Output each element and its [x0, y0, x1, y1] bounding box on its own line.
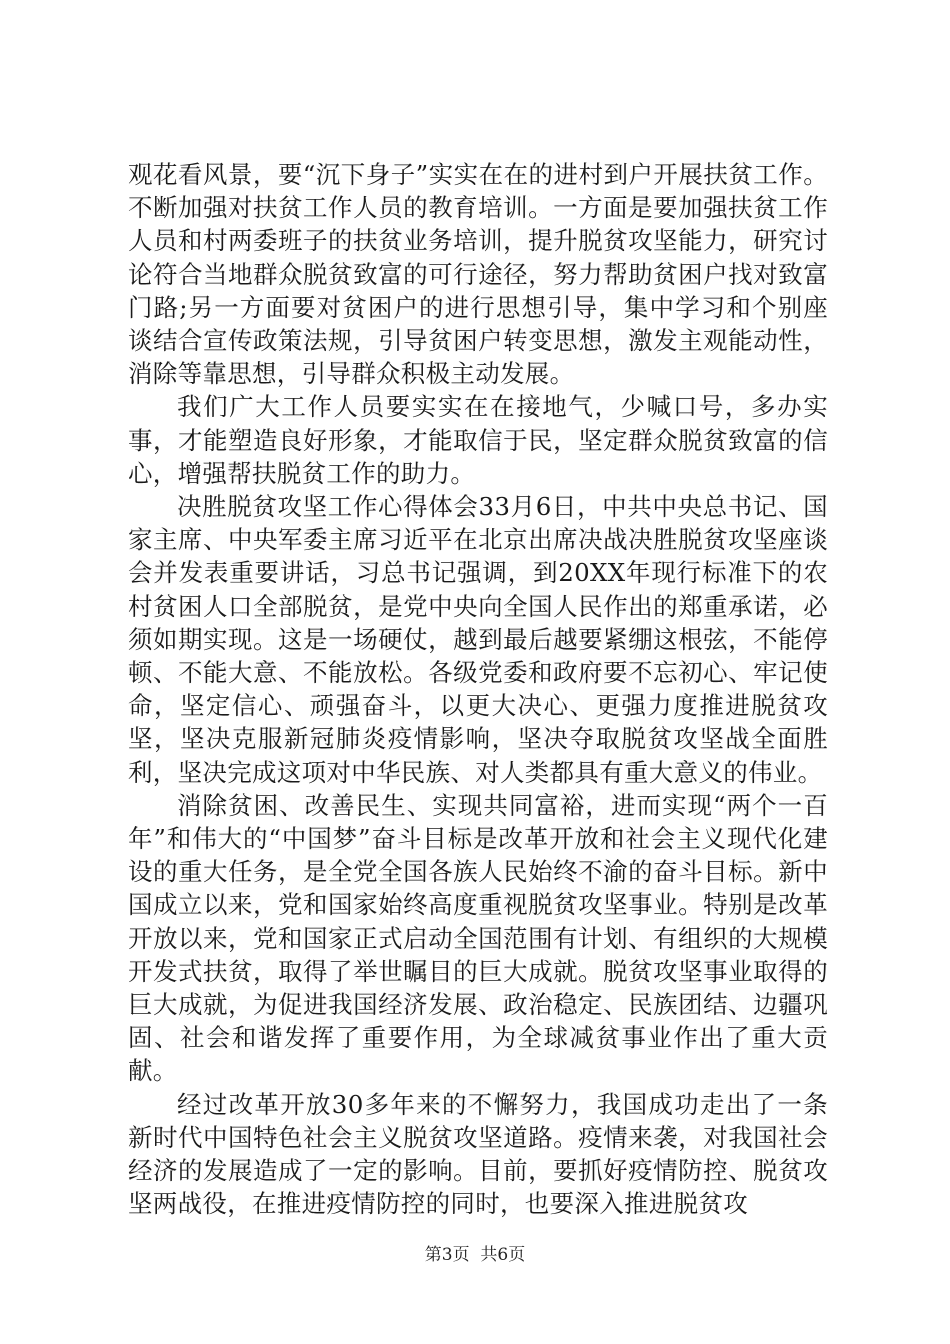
page-footer [0, 1240, 950, 1265]
paragraph-staff-attitude: 我们广大工作人员要实实在在接地气，少喊口号，多办实事，才能塑造良好形象，才能取信于民，坚定群众脱贫致富的信心，增强帮扶脱贫工作的助力。 [128, 392, 828, 488]
document-body [128, 158, 828, 1221]
paragraph-reform-path: 经过改革开放30多年来的不懈努力，我国成功走出了一条新时代中国特色社会主义脱贫攻坚道路。疫情来袭，对我国社会经济的发展造成了一定的影响。目前，要抓好疫情防控、脱贫攻坚两战役，在推进疫情防控的同时，也要深入推进脱贫攻 [128, 1089, 828, 1219]
paragraph-symposium: 决胜脱贫攻坚工作心得体会33月6日，中共中央总书记、国家主席、中央军委主席习近平在北京出席决战决胜脱贫攻坚座谈会并发表重要讲话，习总书记强调，到20XX年现行标准下的农村贫困人口全部脱贫，是党中央向全国人民作出的郑重承诺，必须如期实现。这是一场硬仗，越到最后越要紧绷这根弦，不能停顿、不能大意、不能放松。各级党委和政府要不忘初心、牢记使命，坚定信心、顽强奋斗，以更大决心、更强力度推进脱贫攻坚，坚决克服新冠肺炎疫情影响，坚决夺取脱贫攻坚战全面胜利，坚决完成这项对中华民族、对人类都具有重大意义的伟业。 [128, 492, 828, 787]
page-number: 第3页 [424, 1245, 470, 1265]
page-total: 共6页 [480, 1245, 526, 1265]
paragraph-continuation: 观花看风景，要“沉下身子”实实在在的进村到户开展扶贫工作。不断加强对扶贫工作人员的教育培训。一方面是要加强扶贫工作人员和村两委班子的扶贫业务培训，提升脱贫攻坚能力，研究讨论符合当地群众脱贫致富的可行途径，努力帮助贫困户找对致富门路;另一方面要对贫困户的进行思想引导，集中学习和个别座谈结合宣传政策法规，引导贫困户转变思想，激发主观能动性，消除等靠思想，引导群众积极主动发展。 [128, 160, 828, 389]
paragraph-poverty-goals: 消除贫困、改善民生、实现共同富裕，进而实现“两个一百年”和伟大的“中国梦”奋斗目标是改革开放和社会主义现代化建设的重大任务，是全党全国各族人民始终不渝的奋斗目标。新中国成立以来，党和国家始终高度重视脱贫攻坚事业。特别是改革开放以来，党和国家正式启动全国范围有计划、有组织的大规模开发式扶贫，取得了举世瞩目的巨大成就。脱贫攻坚事业取得的巨大成就，为促进我国经济发展、政治稳定、民族团结、边疆巩固、社会和谐发挥了重要作用，为全球减贫事业作出了重大贡献。 [128, 790, 828, 1086]
